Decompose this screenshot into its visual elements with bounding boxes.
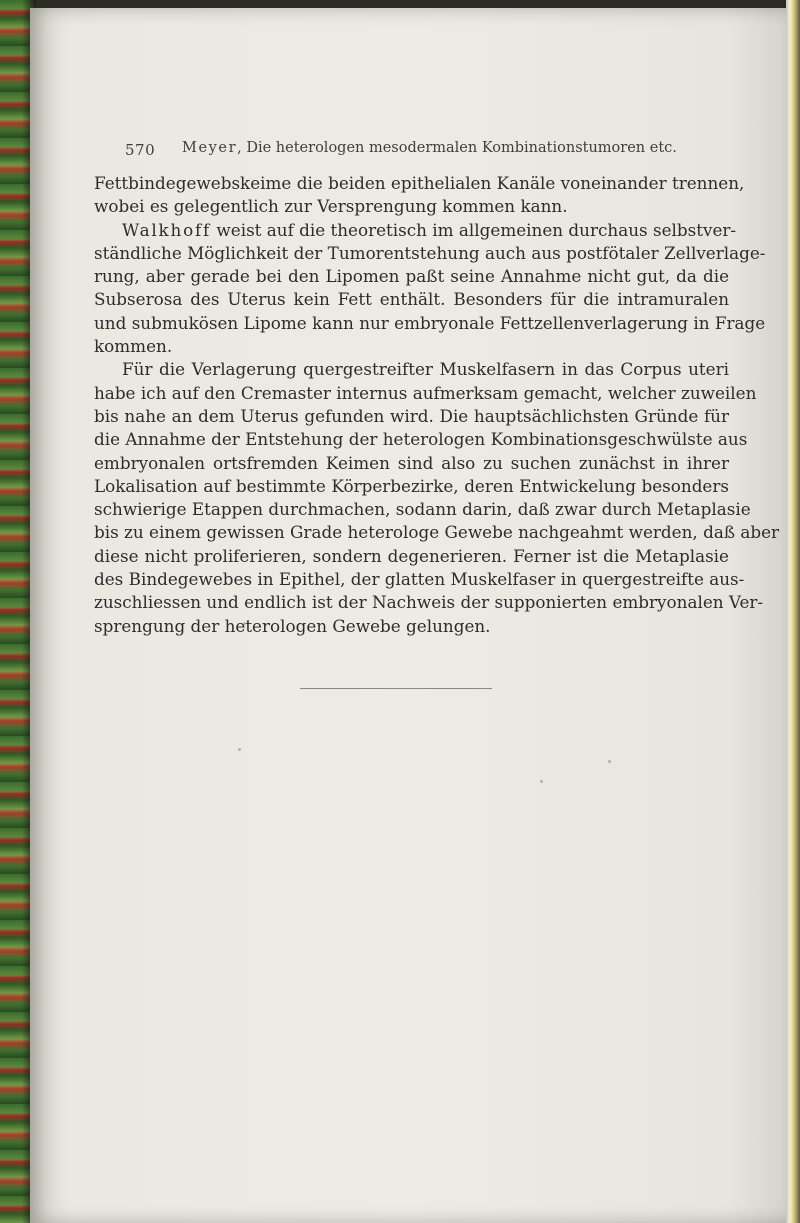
line-text: bis zu einem gewissen Grade heterologe Gewebe nachgeahmt werden, daß aber <box>94 522 780 543</box>
text-line <box>94 428 748 451</box>
line-text: kommen. <box>94 336 173 357</box>
line-text: diese nicht proliferieren, sondern degenerieren. Ferner ist die Metaplasie <box>94 545 729 566</box>
page-right-edge <box>786 0 800 1223</box>
text-line <box>94 452 729 475</box>
line-text: sprengung der heterologen Gewebe gelungen. <box>94 615 491 636</box>
line-text: des Bindegewebes in Epithel, der glatten Muskelfaser in quergestreifte aus- <box>94 569 745 590</box>
text-line <box>94 335 729 358</box>
text-line <box>94 545 729 568</box>
header-title-text: , Die heterologen mesodermalen Kombinationstumoren etc. <box>237 140 677 156</box>
line-text: wobei es gelegentlich zur Versprengung kommen kann. <box>94 196 568 217</box>
section-end-rule <box>300 688 492 689</box>
text-line <box>94 219 737 242</box>
text-line <box>94 242 766 265</box>
page-number: 570 <box>125 141 156 159</box>
text-line <box>94 195 729 218</box>
body-text <box>94 172 780 638</box>
paper-speck <box>243 622 246 625</box>
text-line <box>94 475 729 498</box>
running-head <box>125 140 725 166</box>
line-text: zuschliessen und endlich ist der Nachweis der supponierten embryonalen Ver- <box>94 592 764 613</box>
line-text: embryonalen ortsfremden Keimen sind also zu suchen zunächst in ihrer <box>94 452 729 473</box>
line-text: rung, aber gerade bei den Lipomen paßt seine Annahme nicht gut, da die <box>94 266 729 287</box>
line-text: Subserosa des Uterus kein Fett enthält. Besonders für die intramuralen <box>94 289 729 310</box>
line-text: Lokalisation auf bestimmte Körperbezirke, deren Entwickelung besonders <box>94 475 729 496</box>
line-text: und submukösen Lipome kann nur embryonale Fettzellenverlagerung in Frage <box>94 312 766 333</box>
text-line <box>94 382 757 405</box>
paper-speck <box>540 780 543 783</box>
text-line <box>94 172 745 195</box>
running-title <box>182 140 677 156</box>
line-text: habe ich auf den Cremaster internus aufmerksam gemacht, welcher zuweilen <box>94 382 757 403</box>
line-text: weist auf die theoretisch im allgemeinen durchaus selbstver- <box>211 219 737 240</box>
text-line <box>94 521 780 544</box>
text-line <box>94 498 751 521</box>
line-text: schwierige Etappen durchmachen, sodann darin, daß zwar durch Metaplasie <box>94 499 751 520</box>
text-line <box>94 568 745 591</box>
line-text: Fettbindegewebskeime die beiden epithelialen Kanäle voneinander trennen, <box>94 173 745 193</box>
paper-speck <box>612 578 615 581</box>
text-line <box>94 312 766 335</box>
spaced-author-name: Walkhoff <box>122 219 212 240</box>
text-line <box>94 358 729 381</box>
text-line <box>94 265 729 288</box>
text-line <box>94 591 764 614</box>
text-line <box>94 288 729 311</box>
text-line <box>94 405 729 428</box>
line-text: bis nahe an dem Uterus gefunden wird. Die hauptsächlichsten Gründe für <box>94 405 729 426</box>
line-text: ständliche Möglichkeit der Tumorentstehung auch aus postfötaler Zellverlage- <box>94 242 766 263</box>
line-text: Für die Verlagerung quergestreifter Muskelfasern in das Corpus uteri <box>122 359 729 380</box>
line-text: die Annahme der Entstehung der heterologen Kombinationsgeschwülste aus <box>94 429 748 450</box>
header-author: Meyer <box>182 140 238 156</box>
paper-speck <box>608 760 611 763</box>
paper-speck <box>238 748 241 751</box>
text-line <box>94 615 729 638</box>
